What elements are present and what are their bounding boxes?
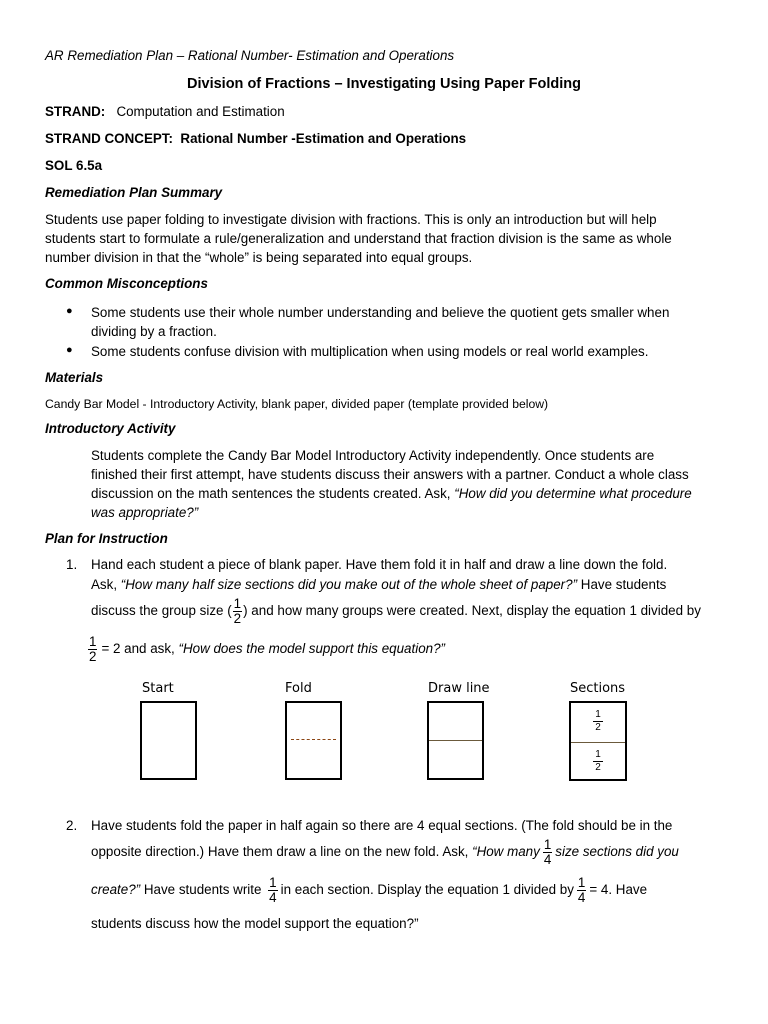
denominator: 4 <box>269 890 277 905</box>
step1-line <box>88 635 445 664</box>
strand-value: Computation and Estimation <box>116 104 285 119</box>
diagram-label-draw-line: Draw line <box>428 681 490 696</box>
fold-dashed-line <box>291 739 336 740</box>
step2-question: “How many <box>472 844 540 860</box>
step2-line: Have students fold the paper in half again so there are 4 equal sections. (The fold should be in the <box>91 818 673 833</box>
section-divider <box>571 742 625 743</box>
denominator: 4 <box>577 890 586 905</box>
step1-part: ) and how many groups were created. Next, display the equation 1 divided by <box>243 603 701 619</box>
intro-question: “How did you determine what procedure <box>454 486 692 501</box>
misconception-item <box>91 342 648 361</box>
intro-line <box>91 484 692 503</box>
numerator: 1 <box>577 875 586 890</box>
bullet-icon: ● <box>66 305 73 317</box>
sol-label: SOL 6.5a <box>45 158 103 173</box>
numerator: 1 <box>595 709 601 720</box>
step2-part: in each section. Display the equation 1 divided by <box>280 882 574 898</box>
fraction-one-quarter <box>577 876 586 905</box>
paper-draw-line <box>427 701 484 780</box>
intro-text <box>91 446 692 522</box>
numerator: 1 <box>89 634 97 649</box>
step2-line <box>91 876 647 905</box>
diagram-label-sections: Sections <box>570 681 626 696</box>
step1-question: “How many half size sections did you make out of the whole sheet of paper?” <box>120 577 578 592</box>
step1-line <box>91 597 701 626</box>
summary-line: students start to formulate a rule/generalization and understand that fraction division is the same as whole <box>45 231 672 246</box>
step1-part: Ask, <box>91 577 121 592</box>
materials-text: Candy Bar Model - Introductory Activity, blank paper, divided paper (template provided below) <box>45 397 549 411</box>
step2-part: opposite direction.) Have them draw a line on the new fold. Ask, <box>91 844 473 860</box>
summary-line: number division in that the “whole” is being separated into equal groups. <box>45 250 473 265</box>
summary-text <box>45 210 672 267</box>
intro-heading: Introductory Activity <box>45 421 176 436</box>
paper-sections <box>569 701 627 781</box>
misconception-line: Some students confuse division with multiplication when using models or real world examples. <box>91 344 649 359</box>
step-number: 2. <box>66 818 78 833</box>
numerator: 1 <box>595 749 601 760</box>
step-number: 1. <box>66 557 78 572</box>
page-title: Division of Fractions – Investigating Using Paper Folding <box>187 76 581 92</box>
denominator: 2 <box>89 649 97 664</box>
intro-line: finished their first attempt, have students discuss their answers with a partner. Conduct a whole class <box>91 467 689 482</box>
denominator: 2 <box>233 611 242 626</box>
strand-line <box>45 104 285 119</box>
step2-line <box>91 838 679 867</box>
intro-line: Students complete the Candy Bar Model Introductory Activity independently. Once students are <box>91 448 655 463</box>
drawn-line <box>429 740 482 741</box>
step1-part: discuss the group size ( <box>91 603 232 619</box>
fraction-one-half <box>233 597 242 626</box>
plan-heading: Plan for Instruction <box>45 531 168 546</box>
intro-line-part: discussion on the math sentences the students created. Ask, <box>91 486 455 501</box>
summary-line: Students use paper folding to investigate division with fractions. This is only an introduction but will help <box>45 212 657 227</box>
strand-label: STRAND: <box>45 104 106 119</box>
fraction-one-quarter <box>543 838 552 867</box>
bullet-icon: ● <box>66 344 73 356</box>
denominator: 2 <box>593 761 603 774</box>
misconceptions-heading: Common Misconceptions <box>45 276 208 291</box>
materials-heading: Materials <box>45 370 104 385</box>
step1-line <box>91 577 666 592</box>
fraction-one-half <box>88 635 97 664</box>
step2-question: create?” <box>91 882 141 898</box>
numerator: 1 <box>233 596 242 611</box>
strand-concept-value: Rational Number -Estimation and Operations <box>180 131 467 146</box>
numerator: 1 <box>269 875 277 890</box>
misconception-line: dividing by a fraction. <box>91 324 217 339</box>
step1-part: Have students <box>577 577 667 592</box>
numerator: 1 <box>543 837 552 852</box>
misconception-item <box>91 303 669 341</box>
plan-title: AR Remediation Plan – Rational Number- Estimation and Operations <box>45 48 455 63</box>
section-fraction <box>571 749 625 774</box>
step2-line: students discuss how the model support the equation?” <box>91 916 419 931</box>
misconception-line: Some students use their whole number understanding and believe the quotient gets smaller when <box>91 305 670 320</box>
step2-question: size sections did you <box>555 844 679 860</box>
paper-fold <box>285 701 342 780</box>
step1-part: = 2 and ask, <box>101 641 179 657</box>
diagram-label-fold: Fold <box>285 681 312 696</box>
step1-question: “How does the model support this equation?” <box>178 641 445 657</box>
fraction-one-quarter <box>268 876 277 905</box>
step1-line: Hand each student a piece of blank paper. Have them fold it in half and draw a line down the fold. <box>91 557 668 572</box>
diagram-label-start: Start <box>142 681 174 696</box>
intro-question-end: was appropriate?” <box>91 505 199 520</box>
section-fraction <box>571 709 625 734</box>
denominator: 4 <box>543 852 552 867</box>
strand-concept-label: STRAND CONCEPT: <box>45 131 173 146</box>
step2-part: = 4. Have <box>589 882 648 898</box>
strand-concept-line <box>45 131 466 146</box>
paper-start <box>140 701 197 780</box>
denominator: 2 <box>593 721 603 734</box>
step2-part: Have students write <box>140 882 266 898</box>
summary-heading: Remediation Plan Summary <box>45 185 223 200</box>
